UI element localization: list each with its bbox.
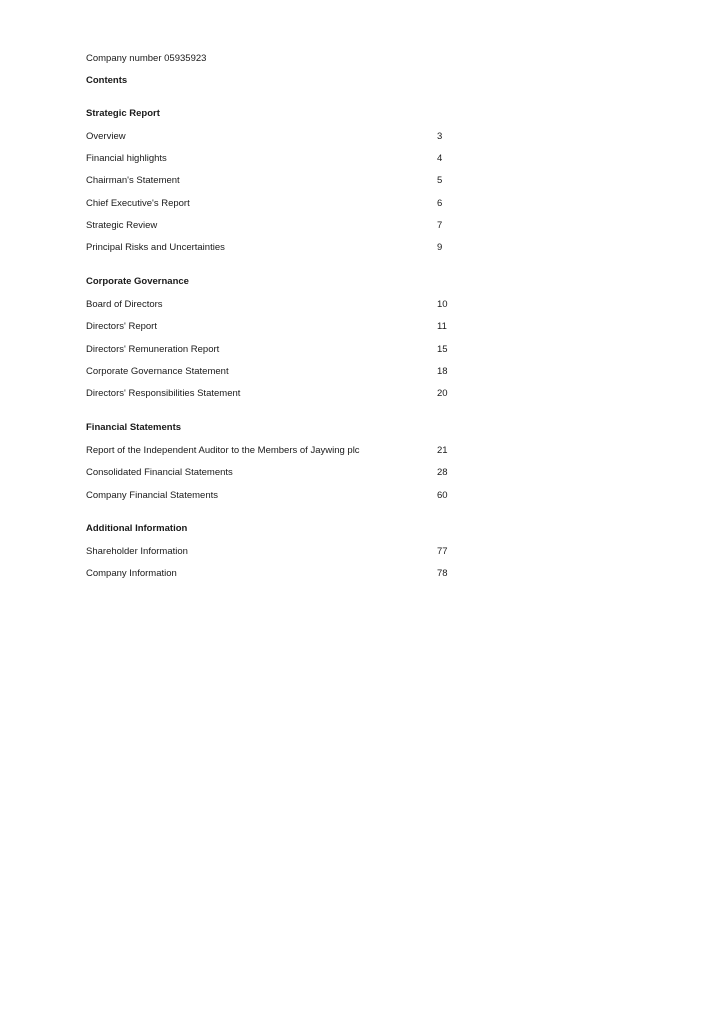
toc-section-additional-information bbox=[86, 523, 466, 590]
toc-entry[interactable] bbox=[86, 344, 466, 366]
toc-section-financial-statements bbox=[86, 422, 466, 512]
toc-entry-title: Consolidated Financial Statements bbox=[86, 467, 233, 479]
toc-entry-page: 18 bbox=[437, 366, 448, 378]
toc-entry-title: Strategic Review bbox=[86, 220, 158, 232]
toc-entry-title: Directors' Report bbox=[86, 321, 157, 333]
toc-entry-title: Overview bbox=[86, 130, 126, 142]
toc-entry-title: Company Financial Statements bbox=[86, 489, 219, 501]
toc-entry-page: 15 bbox=[437, 343, 448, 355]
toc-entry-page: 60 bbox=[437, 489, 448, 501]
toc-entry[interactable] bbox=[86, 220, 466, 242]
toc-entry-title: Directors' Remuneration Report bbox=[86, 343, 220, 355]
toc-entry-page: 11 bbox=[437, 321, 447, 333]
toc-entry-title: Report of the Independent Auditor to the Members of Jaywing plc bbox=[86, 444, 360, 456]
toc-entry[interactable] bbox=[86, 198, 466, 220]
toc-entry-page: 78 bbox=[437, 568, 448, 580]
table-of-contents bbox=[86, 108, 466, 591]
toc-entry-title: Company Information bbox=[86, 568, 177, 580]
page-title: Contents bbox=[86, 75, 128, 86]
toc-entry-page: 10 bbox=[437, 298, 448, 310]
toc-entry-page: 21 bbox=[437, 444, 448, 456]
toc-section-strategic-report bbox=[86, 108, 466, 265]
toc-entry-title: Corporate Governance Statement bbox=[86, 366, 229, 378]
toc-entry-page: 20 bbox=[437, 388, 448, 400]
toc-entry-title: Principal Risks and Uncertainties bbox=[86, 242, 225, 254]
toc-entry-page: 7 bbox=[437, 220, 443, 232]
toc-entry[interactable] bbox=[86, 175, 466, 197]
toc-entry-page: 4 bbox=[437, 152, 443, 164]
toc-entry-title: Directors' Responsibilities Statement bbox=[86, 388, 241, 400]
toc-entry[interactable] bbox=[86, 388, 466, 410]
toc-entry[interactable] bbox=[86, 445, 466, 467]
section-heading: Additional Information bbox=[86, 523, 188, 535]
toc-entry[interactable] bbox=[86, 546, 466, 568]
toc-entry-title: Chief Executive's Report bbox=[86, 197, 190, 209]
toc-entry-page: 28 bbox=[437, 467, 448, 479]
toc-entry[interactable] bbox=[86, 366, 466, 388]
toc-entry-page: 5 bbox=[437, 175, 443, 187]
toc-entry-page: 6 bbox=[437, 197, 443, 209]
section-heading: Strategic Report bbox=[86, 108, 160, 119]
toc-entry[interactable] bbox=[86, 153, 466, 175]
toc-entry[interactable] bbox=[86, 568, 466, 590]
toc-entry-title: Financial highlights bbox=[86, 152, 167, 164]
toc-entry[interactable] bbox=[86, 321, 466, 343]
toc-entry[interactable] bbox=[86, 242, 466, 264]
toc-entry-title: Board of Directors bbox=[86, 298, 163, 310]
toc-section-corporate-governance bbox=[86, 276, 466, 410]
toc-entry[interactable] bbox=[86, 467, 466, 489]
toc-entry-title: Chairman's Statement bbox=[86, 175, 180, 187]
section-heading: Financial Statements bbox=[86, 422, 182, 434]
toc-entry-page: 77 bbox=[437, 545, 448, 557]
company-number: Company number 05935923 bbox=[86, 53, 207, 64]
toc-entry[interactable] bbox=[86, 299, 466, 321]
section-heading: Corporate Governance bbox=[86, 276, 189, 288]
toc-entry[interactable] bbox=[86, 131, 466, 153]
toc-entry-title: Shareholder Information bbox=[86, 545, 188, 557]
toc-entry-page: 3 bbox=[437, 130, 443, 142]
toc-entry[interactable] bbox=[86, 490, 466, 512]
toc-entry-page: 9 bbox=[437, 242, 443, 254]
